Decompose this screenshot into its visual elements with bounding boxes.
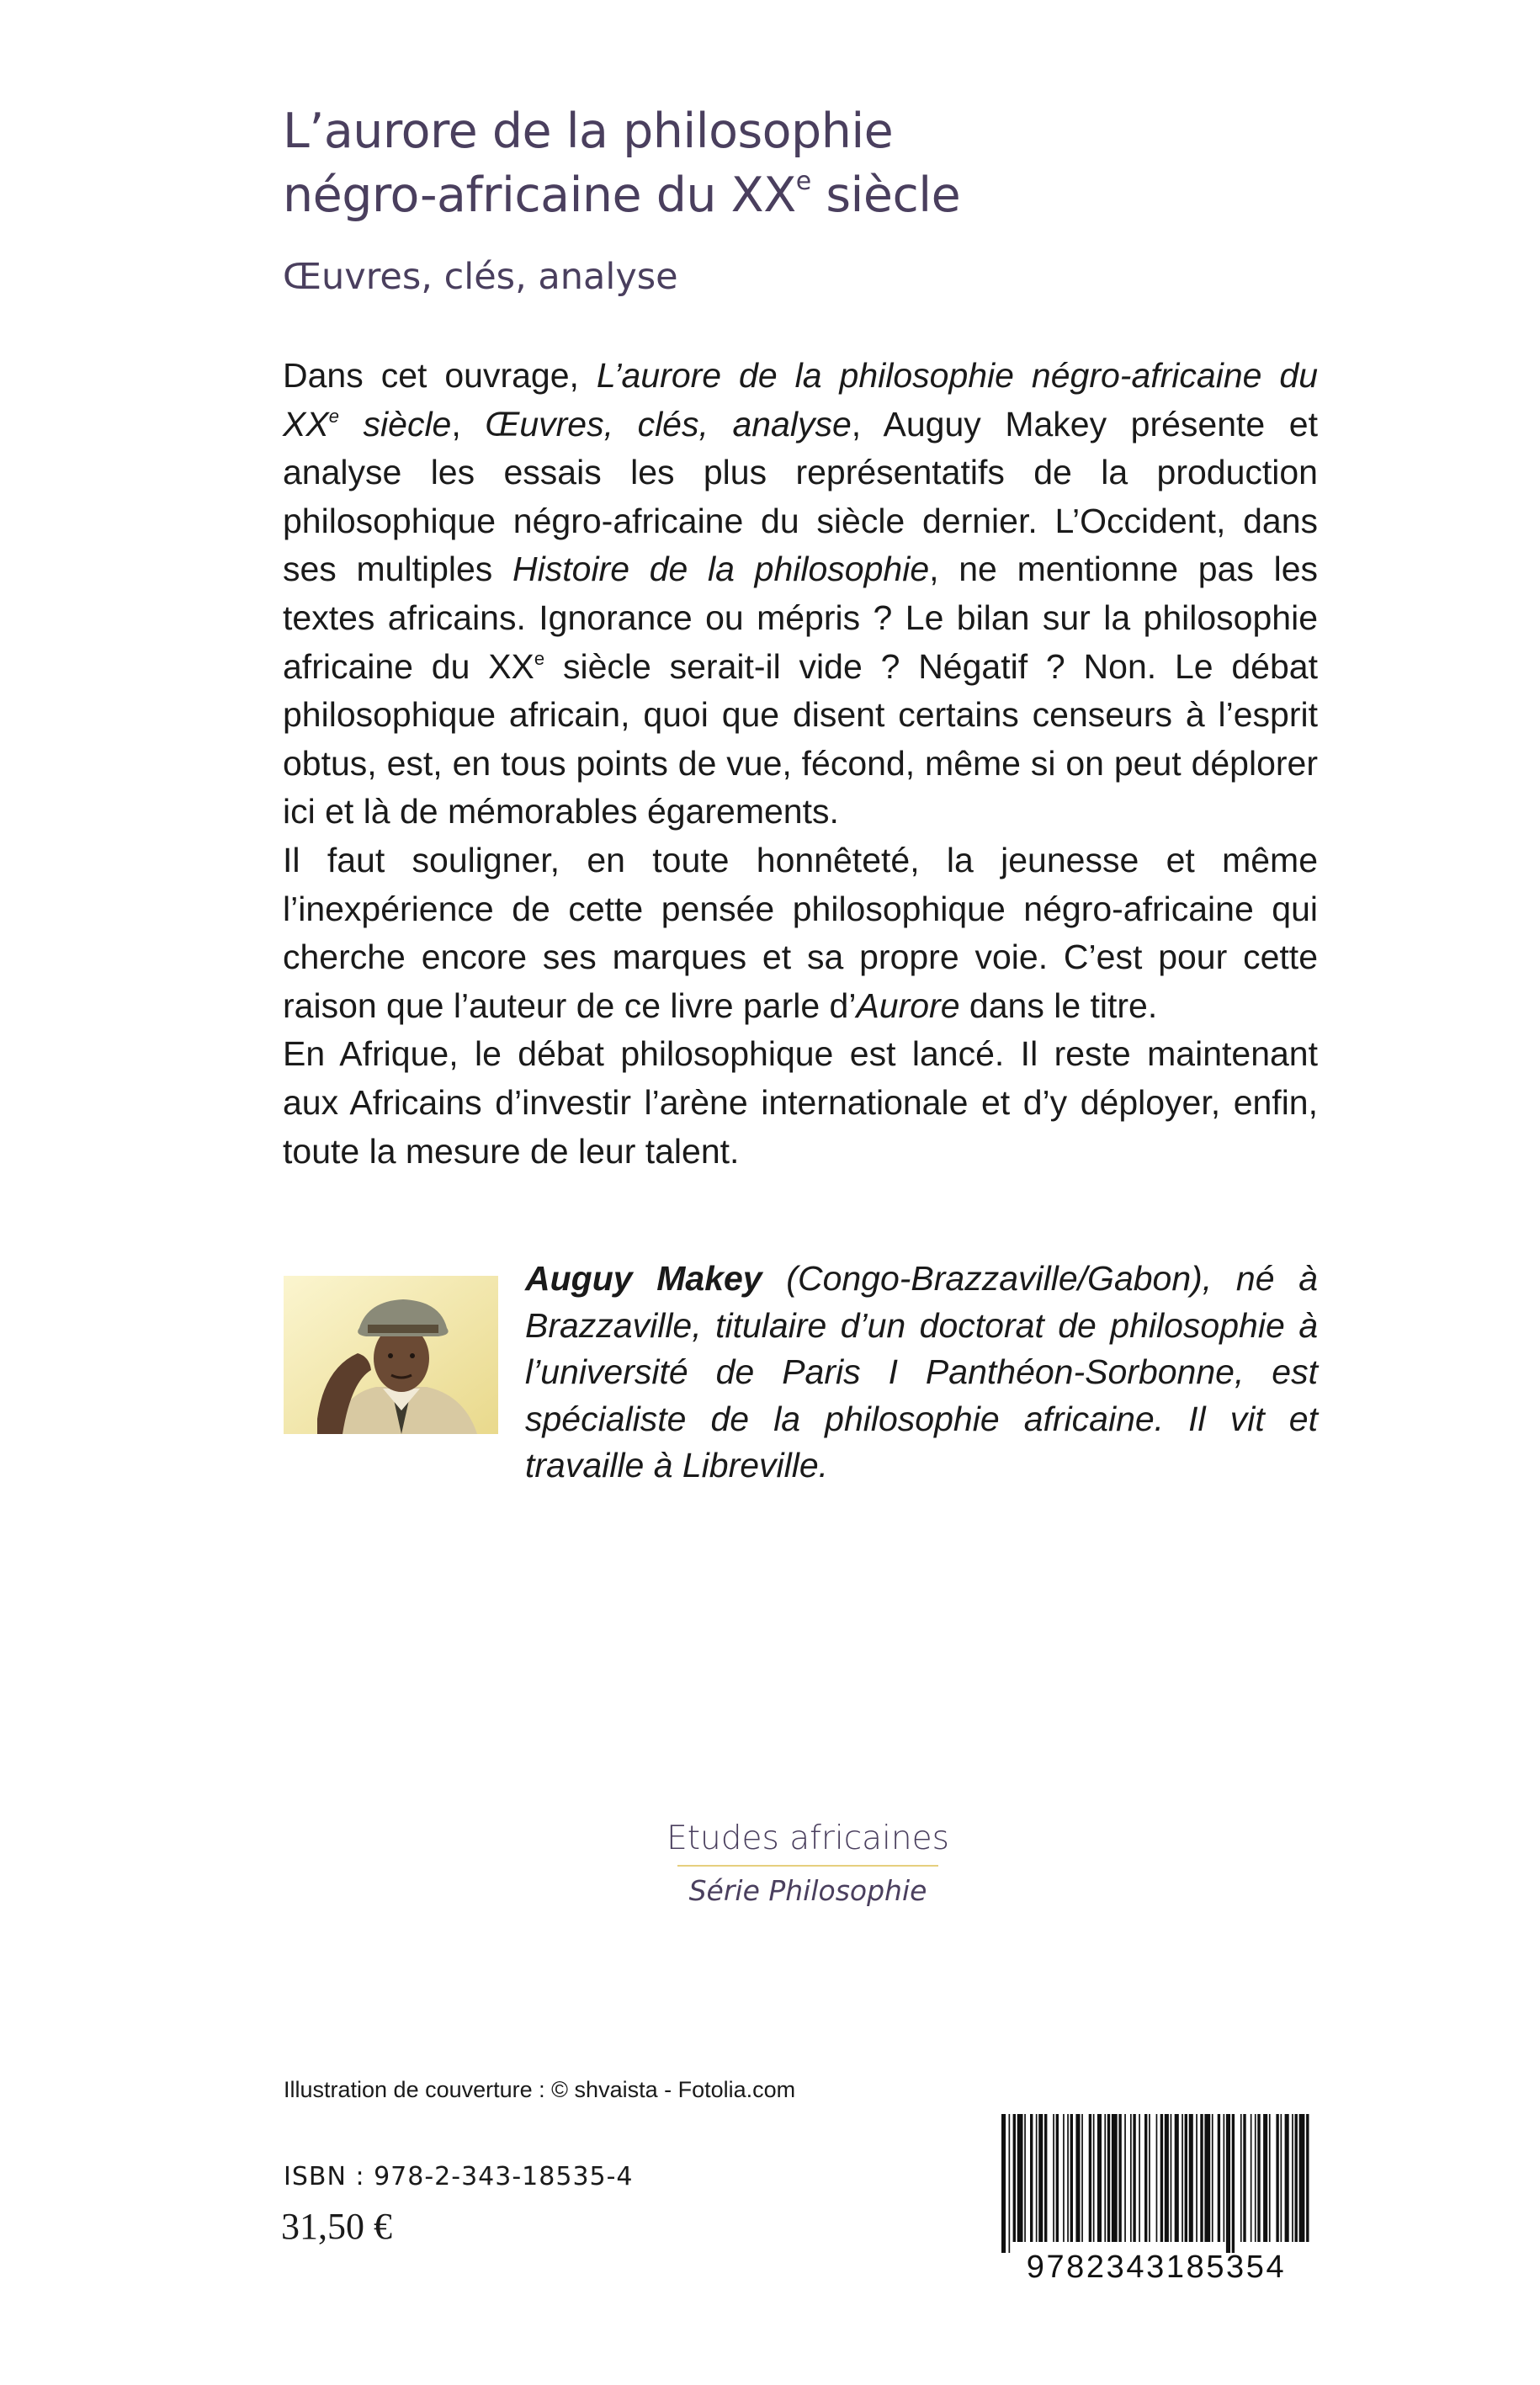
barcode-bar [1299,2114,1305,2242]
barcode-bar [1200,2114,1203,2242]
barcode-bar [1251,2114,1252,2242]
barcode [998,2114,1314,2292]
barcode-bar [1130,2114,1132,2242]
barcode-bar [1107,2114,1110,2242]
barcode-bar [1226,2114,1230,2253]
barcode-bar [1156,2114,1158,2242]
barcode-bar [1240,2114,1242,2242]
cover-illustration-credit: Illustration de couverture : © shvaista - Fotolia.com [284,2077,796,2102]
barcode-bar [1196,2114,1197,2242]
barcode-bar [1204,2114,1210,2242]
blurb-paragraph-2: Il faut souligner, en toute honnêteté, la jeunesse et même l’inexpérience de cette pensée philosophique négro-africaine qui cherche encore ses marques et sa propre voie. C’est pour cette raison que l’auteur de ce livre parle d’Aurore dans le titre. [283,840,1318,1025]
blurb-title-ref: L’aurore de la philosophie négro-africaine du XXe siècle [283,356,1319,444]
barcode-bar [1013,2114,1016,2242]
barcode-bar [1171,2114,1172,2242]
barcode-bar [1269,2114,1271,2242]
barcode-bar [1067,2114,1069,2242]
barcode-bar [1263,2114,1267,2242]
barcode-bar [1232,2114,1235,2253]
barcode-bar [1070,2114,1073,2242]
barcode-bar [1024,2114,1026,2242]
barcode-bar [1093,2114,1095,2242]
blurb-paragraph-3: En Afrique, le débat philosophique est lancé. Il reste maintenant aux Africains d’investir l’arène internationale et d’y déployer, enfin, toute la mesure de leur talent. [283,1034,1318,1171]
price: 31,50 € [281,2206,392,2247]
series-subtitle: Série Philosophie [688,1874,927,1907]
book-title-line-1: L’aurore de la philosophie [283,104,894,159]
cover-title-block [283,99,1377,300]
barcode-icon [998,2114,1314,2253]
series-block [589,1818,1027,1909]
barcode-bar [1160,2114,1163,2242]
barcode-bar [1243,2114,1245,2242]
barcode-bar [1081,2114,1083,2242]
barcode-bar [1063,2114,1065,2242]
barcode-bar [1224,2114,1225,2242]
back-cover-blurb [283,352,1318,1176]
barcode-bar [1149,2114,1150,2242]
barcode-bar [1044,2114,1047,2242]
author-name: Auguy Makey [525,1259,762,1298]
barcode-bar [1133,2114,1135,2242]
barcode-bar [1276,2114,1278,2242]
author-bio-text: Auguy Makey (Congo-Brazzaville/Gabon), né à Brazzaville, titulaire d’un doctorat de philosophie à l’université de Paris I Panthéon-Sorbonne, est spécialiste de la philosophie africaine. Il vit et travaille à Libreville. [525,1259,1318,1485]
series-divider [677,1865,938,1867]
barcode-bar [1165,2114,1169,2242]
author-portrait-icon [284,1276,498,1434]
barcode-digits: 9782343185354 [1026,2250,1287,2285]
barcode-bar [1124,2114,1126,2242]
barcode-bar [1285,2114,1289,2242]
barcode-bar [1001,2114,1006,2253]
barcode-bar [1104,2114,1106,2242]
barcode-bar [1218,2114,1220,2242]
barcode-bar [1009,2114,1011,2253]
barcode-bar [1053,2114,1054,2242]
barcode-bar [1257,2114,1260,2242]
barcode-bar [1075,2114,1080,2242]
book-title-line-2: négro-africaine du XXe siècle [283,167,961,223]
barcode-bar [1036,2114,1038,2242]
barcode-bar [1185,2114,1187,2242]
author-portrait [284,1276,498,1434]
barcode-bar [1144,2114,1147,2242]
author-bio [525,1256,1318,1490]
series-name: Etudes africaines [666,1819,949,1857]
barcode-bar [1292,2114,1293,2242]
barcode-bar [1295,2114,1298,2242]
book-subtitle: Œuvres, clés, analyse [283,256,678,298]
barcode-bar [1212,2114,1213,2242]
barcode-bar [1255,2114,1256,2242]
isbn: ISBN : 978-2-343-18535-4 [284,2162,634,2191]
barcode-bar [1056,2114,1059,2242]
barcode-bar [1097,2114,1102,2242]
barcode-bar [1189,2114,1193,2242]
barcode-bar [1118,2114,1121,2242]
barcode-bar [1017,2114,1023,2242]
barcode-bar [1038,2114,1043,2242]
barcode-bar [1182,2114,1183,2242]
barcode-bar [1175,2114,1179,2242]
barcode-bar [1089,2114,1091,2242]
barcode-bar [1306,2114,1309,2242]
barcode-bar [1112,2114,1118,2242]
barcode-bar [1281,2114,1282,2242]
barcode-bar [1030,2114,1033,2242]
barcode-bar [1139,2114,1140,2242]
blurb-paragraph-1: Dans cet ouvrage, L’aurore de la philosophie négro-africaine du XXe siècle, Œuvres, clés, analyse, Auguy Makey présente et analyse les essais les plus représentatifs de la production philosophique négro-africaine du siècle dernier. L’Occident, dans ses multiples Histoire de la philosophie, ne mentionne pas les textes africains. Ignorance ou mépris ? Le bilan sur la philosophie africaine du XXe siècle serait-il vide ? Négatif ? Non. Le débat philosophique africain, quoi que disent certains censeurs à l’esprit obtus, est, en tous points de vue, fécond, même si on peut déplorer ici et là de mémorables égarements. [283,356,1319,831]
